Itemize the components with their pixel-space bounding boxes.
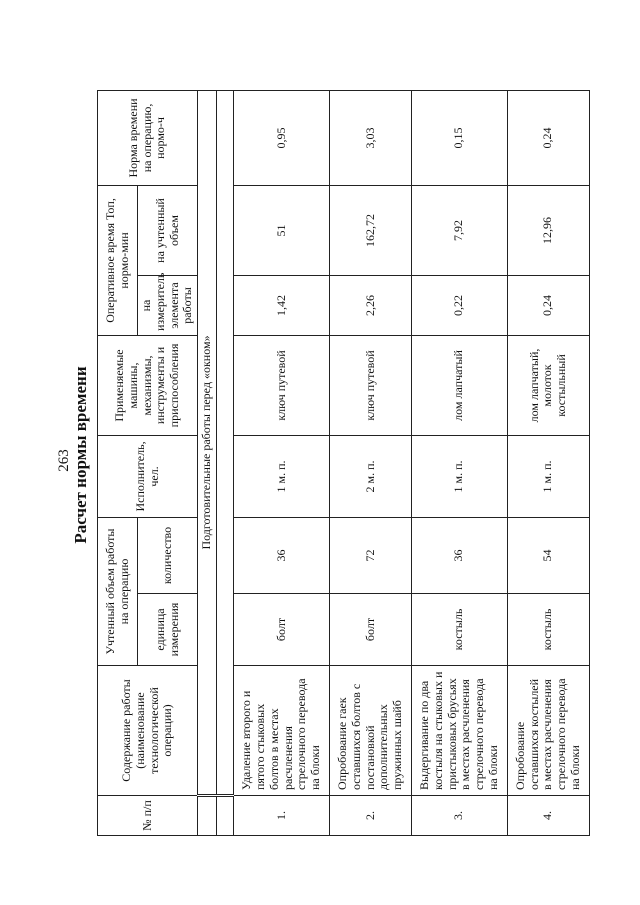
row-tools: ключ путевой <box>234 335 330 435</box>
row-quantity: 54 <box>507 517 589 593</box>
row-unit: костыль <box>507 594 589 666</box>
row-content: Выдергивание по два костыля на стыковых и пристыковых брусьях в местах расчленения стрелочного перевода на блоки <box>411 666 507 796</box>
table-row <box>411 90 507 835</box>
row-num: 1. <box>234 796 330 836</box>
row-per-unit: 1,42 <box>234 275 330 335</box>
header-performer: Исполнитель, чел. <box>98 435 198 517</box>
section-spacer <box>198 796 217 836</box>
row-norm: 0,24 <box>507 90 589 185</box>
header-quantity: количество <box>138 517 198 593</box>
row-quantity: 36 <box>411 517 507 593</box>
row-unit: болт <box>329 594 411 666</box>
row-per-unit: 0,24 <box>507 275 589 335</box>
header-norm: Норма времени на операцию, нормо-ч <box>98 90 198 185</box>
row-per-unit: 2,26 <box>329 275 411 335</box>
row-num: 3. <box>411 796 507 836</box>
time-norm-table <box>97 91 582 836</box>
row-performer: 1 м. п. <box>507 435 589 517</box>
header-machines: Применяемые машины, механизмы, инструменты и приспособления <box>98 335 198 435</box>
header-unit: единица измерения <box>138 594 198 666</box>
row-unit: костыль <box>411 594 507 666</box>
row-num: 2. <box>329 796 411 836</box>
table-row <box>329 90 411 835</box>
row-tools: ключ путевой <box>329 335 411 435</box>
row-quantity: 72 <box>329 517 411 593</box>
row-tools: лом лапчатый <box>411 335 507 435</box>
row-unit: болт <box>234 594 330 666</box>
row-num: 4. <box>507 796 589 836</box>
header-volume: Учтенный объем работы на операцию <box>98 517 138 665</box>
table-row <box>507 90 589 835</box>
row-content: Опробование гаек оставшихся болтов с постановкой дополнительных пружинных шайб <box>329 666 411 796</box>
row-performer: 2 м. п. <box>329 435 411 517</box>
row-per-volume: 51 <box>234 185 330 275</box>
header-per-volume: на учтенный объем <box>138 185 198 275</box>
row-performer: 1 м. п. <box>234 435 330 517</box>
header-optime: Оперативное время Топ, нормо-мин <box>98 185 138 335</box>
row-tools: лом лапчатый, молоток костыльный <box>507 335 589 435</box>
row-performer: 1 м. п. <box>411 435 507 517</box>
row-norm: 0,15 <box>411 90 507 185</box>
row-per-volume: 12,96 <box>507 185 589 275</box>
blank-cell <box>217 796 234 836</box>
blank-row <box>217 90 234 795</box>
document-title: Расчет нормы времени <box>71 366 90 544</box>
row-per-volume: 7,92 <box>411 185 507 275</box>
row-per-unit: 0,22 <box>411 275 507 335</box>
header-num: № п/п <box>98 796 198 836</box>
section-title: Подготовительные работы перед «окном» <box>198 90 217 795</box>
row-content: Опробование оставшихся костылей в местах расчленения стрелочного перевода на блоки <box>507 666 589 796</box>
row-norm: 0,95 <box>234 90 330 185</box>
row-per-volume: 162,72 <box>329 185 411 275</box>
header-content: Содержание работы (наименование технологической операции) <box>98 666 198 796</box>
row-norm: 3,03 <box>329 90 411 185</box>
header-per-unit: на измеритель элемента работы <box>138 275 198 335</box>
page-number: 263 <box>55 449 72 472</box>
row-quantity: 36 <box>234 517 330 593</box>
row-content: Удаление второго и пятого стыковых болтов в местах расчленения стрелочного перевода на блоки <box>234 666 330 796</box>
table-row <box>234 90 330 835</box>
